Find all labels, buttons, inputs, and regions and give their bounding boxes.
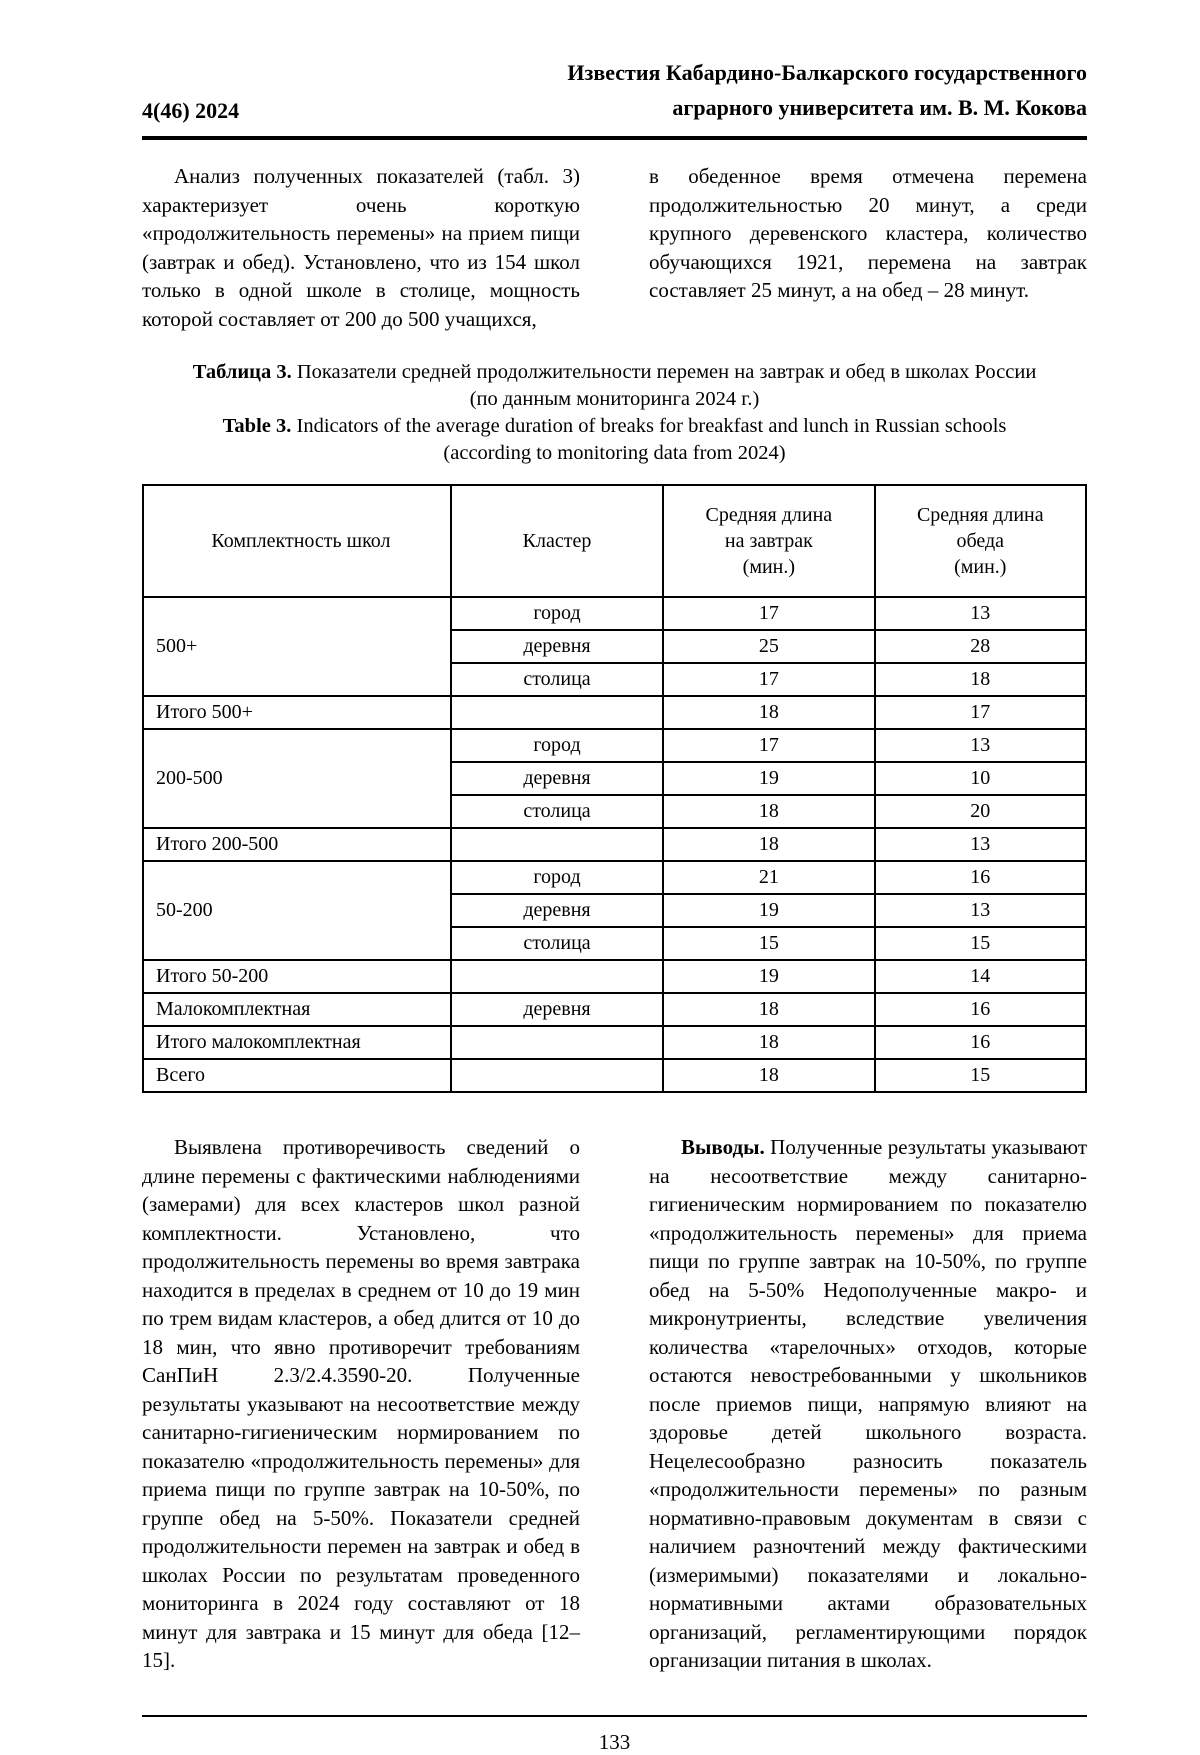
cluster-cell: столица — [451, 795, 663, 828]
table-row-total — [143, 828, 1086, 861]
table-row-total — [143, 960, 1086, 993]
table-row — [143, 861, 1086, 894]
lunch-cell: 13 — [875, 828, 1086, 861]
cluster-cell — [451, 960, 663, 993]
table-row — [143, 597, 1086, 630]
header-lunch-line2: обеда — [956, 530, 1005, 552]
table-caption-en-subtitle: (according to monitoring data from 2024) — [443, 442, 786, 464]
table-row — [143, 729, 1086, 762]
journal-title-line2: аграрного университета им. В. М. Кокова — [672, 95, 1087, 120]
table-caption-en — [142, 413, 1087, 440]
table-caption — [142, 359, 1087, 467]
cluster-cell — [451, 1026, 663, 1059]
footer-rule — [142, 1715, 1087, 1717]
breakfast-cell: 25 — [663, 630, 874, 663]
header-breakfast-line1: Средняя длина — [705, 504, 833, 526]
journal-title — [567, 55, 1087, 125]
cluster-cell: столица — [451, 663, 663, 696]
table-row-total — [143, 1026, 1086, 1059]
group-cell: 200-500 — [143, 729, 451, 828]
breakfast-cell: 17 — [663, 597, 874, 630]
lunch-cell: 17 — [875, 696, 1086, 729]
group-cell: Итого 50-200 — [143, 960, 451, 993]
cluster-cell — [451, 1059, 663, 1092]
header-cell-lunch — [875, 485, 1086, 597]
breakfast-cell: 18 — [663, 795, 874, 828]
breaks-duration-table — [142, 484, 1087, 1093]
table-head — [143, 485, 1086, 597]
table-caption-ru-text: Показатели средней продолжительности перемен на завтрак и обед в школах России — [296, 361, 1037, 383]
breakfast-cell: 17 — [663, 663, 874, 696]
header-lunch-line1: Средняя длина — [916, 504, 1044, 526]
conclusions-paragraph — [649, 1133, 1087, 1675]
group-cell: 50-200 — [143, 861, 451, 960]
cluster-cell: деревня — [451, 993, 663, 1026]
breakfast-cell: 18 — [663, 1026, 874, 1059]
header-cell-breakfast — [663, 485, 874, 597]
table-row-total — [143, 696, 1086, 729]
intro-left-paragraph: Анализ полученных показателей (табл. 3) характеризует очень короткую «продолжительность перемены» на прием пищи (завтрак и обед). Установлено, что из 154 школ только в одной школе в столице, мощность которой составляет от 200 до 500 учащихся, — [142, 164, 580, 331]
breakfast-cell: 18 — [663, 1059, 874, 1092]
group-cell: Итого 500+ — [143, 696, 451, 729]
page-number: 133 — [598, 1729, 631, 1754]
table-body — [143, 597, 1086, 1092]
breakfast-cell: 21 — [663, 861, 874, 894]
lunch-cell: 15 — [875, 927, 1086, 960]
table-caption-ru-subtitle: (по данным мониторинга 2024 г.) — [469, 388, 760, 410]
table-caption-en-text: Indicators of the average duration of breaks for breakfast and lunch in Russian schools — [296, 415, 1007, 437]
lunch-cell: 16 — [875, 993, 1086, 1026]
lunch-cell: 13 — [875, 729, 1086, 762]
breakfast-cell: 19 — [663, 762, 874, 795]
lunch-cell: 20 — [875, 795, 1086, 828]
breakfast-cell: 19 — [663, 960, 874, 993]
breakfast-cell: 17 — [663, 729, 874, 762]
header-breakfast-line3: (мин.) — [742, 556, 796, 578]
lunch-cell: 15 — [875, 1059, 1086, 1092]
page-header — [142, 55, 1087, 125]
group-cell: Малокомплектная — [143, 993, 451, 1026]
journal-title-line1: Известия Кабардино-Балкарского государственного — [567, 60, 1087, 85]
table-header-row — [143, 485, 1086, 597]
lunch-cell: 16 — [875, 1026, 1086, 1059]
lunch-cell: 16 — [875, 861, 1086, 894]
cluster-cell: деревня — [451, 894, 663, 927]
lunch-cell: 10 — [875, 762, 1086, 795]
breakfast-cell: 19 — [663, 894, 874, 927]
cluster-cell: город — [451, 597, 663, 630]
table-row — [143, 993, 1086, 1026]
breakfast-cell: 15 — [663, 927, 874, 960]
group-cell: 500+ — [143, 597, 451, 696]
lunch-cell: 13 — [875, 597, 1086, 630]
conclusions-text: Полученные результаты указывают на несоответствие между санитарно-гигиеническим нормированием по показателю «продолжительность перемены» для приема пищи по группе завтрак на 10-50%, по группе обед на 5-50% Недополученные макро- и микронутриенты, вследствие увеличения количества «тарелочных» отходов, которые остаются невостребованными у школьников после приемов пищи, напрямую влияют на здоровье детей школьного возраста. Нецелесообразно разносить показатель «продолжительности перемены» по разным нормативно-правовым документам в связи с наличием разночтений между фактическими (измеримыми) показателями и локально-нормативными актами образовательных организаций, регламентирующими порядок организации питания в школах. — [649, 1135, 1087, 1672]
cluster-cell: город — [451, 861, 663, 894]
breakfast-cell: 18 — [663, 696, 874, 729]
group-cell: Итого малокомплектная — [143, 1026, 451, 1059]
cluster-cell: столица — [451, 927, 663, 960]
header-breakfast-line2: на завтрак — [724, 530, 813, 552]
header-cell-cluster: Кластер — [451, 485, 663, 597]
breakfast-cell: 18 — [663, 828, 874, 861]
cluster-cell — [451, 828, 663, 861]
breakfast-cell: 18 — [663, 993, 874, 1026]
group-cell: Всего — [143, 1059, 451, 1092]
lunch-cell: 14 — [875, 960, 1086, 993]
lunch-cell: 28 — [875, 630, 1086, 663]
lunch-cell: 13 — [875, 894, 1086, 927]
table-caption-ru — [142, 359, 1087, 386]
table-caption-en-label: Table 3. — [222, 415, 292, 437]
header-rule — [142, 136, 1087, 140]
discussion-section — [142, 1133, 1087, 1675]
intro-right-paragraph: в обеденное время отмечена перемена продолжительностью 20 минут, а среди крупного деревенского кластера, количество обучающихся 1921, перемена на завтрак составляет 25 минут, а на обед – 28 минут. — [649, 164, 1087, 302]
conclusions-label: Выводы. — [681, 1135, 765, 1159]
discussion-left-paragraph: Выявлена противоречивость сведений о длине перемены с фактическими наблюдениями (замерами) для всех кластеров школ разной комплектности. Установлено, что продолжительность перемены во время завтрака находится в пределах в среднем от 10 до 19 мин по трем видам кластеров, а обед длится от 10 до 18 мин, что явно противоречит требованиям СанПиН 2.3/2.4.3590-20. Полученные результаты указывают на несоответствие между санитарно-гигиеническим нормированием по показателю «продолжительность перемены» для приема пищи по группе завтрак на 10-50%, по группе обед на 5-50%. Показатели средней продолжительности перемен на завтрак и обед в школах России по результатам проведенного мониторинга в 2024 году составляют от 18 минут для завтрака и 15 минут для обеда [12–15]. — [142, 1135, 580, 1672]
table-caption-ru-label: Таблица 3. — [192, 361, 292, 383]
table-row-total — [143, 1059, 1086, 1092]
lunch-cell: 18 — [875, 663, 1086, 696]
header-cell-completeness: Комплектность школ — [143, 485, 451, 597]
cluster-cell: деревня — [451, 762, 663, 795]
cluster-cell — [451, 696, 663, 729]
cluster-cell: город — [451, 729, 663, 762]
issue-number: 4(46) 2024 — [142, 98, 240, 123]
intro-section — [142, 162, 1087, 333]
header-lunch-line3: (мин.) — [954, 556, 1007, 578]
group-cell: Итого 200-500 — [143, 828, 451, 861]
cluster-cell: деревня — [451, 630, 663, 663]
